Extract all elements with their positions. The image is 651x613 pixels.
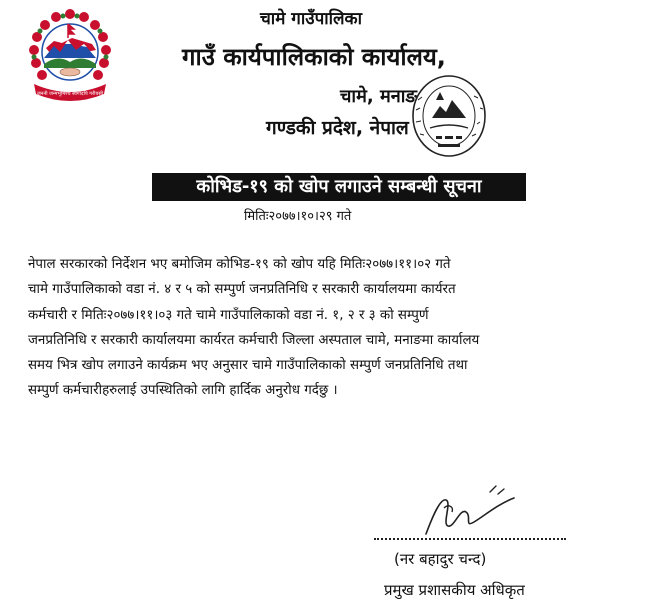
- notice-body-line: समय भित्र खोप लगाउने कार्यक्रम भए अनुसार चामे गाउँपालिकाको सम्पुर्ण जनप्रतिनिधि तथा: [28, 358, 468, 374]
- office-stamp-icon: [408, 70, 490, 162]
- signatory-name: (नर बहादुर चन्द): [394, 550, 487, 568]
- office-location: चामे, मनाङ: [340, 86, 417, 107]
- notice-body-line: कर्मचारी र मितिः२०७७।११।०३ गते चामे गाउँपालिकाको वडा नं. १, २ र ३ को सम्पुर्ण: [28, 307, 429, 323]
- signature-icon: [418, 478, 520, 540]
- notice-body-line: नेपाल सरकारको निर्देशन भए बमोजिम कोभिड-१९ को खोप यहि मितिः२०७७।११।०२ गते: [28, 257, 451, 272]
- notice-body-line: जनप्रतिनिधि र सरकारी कार्यालयमा कार्यरत कर्मचारी जिल्ला अस्पताल चामे, मनाङमा कार्यालय: [28, 332, 480, 348]
- signatory-title: प्रमुख प्रशासकीय अधिकृत: [384, 581, 525, 599]
- nepal-emblem-icon: [28, 8, 112, 104]
- signature-line: [374, 538, 566, 540]
- office-name: गाउँ कार्यपालिकाको कार्यालय,: [182, 43, 446, 71]
- province-name: गण्डकी प्रदेश, नेपाल: [266, 117, 409, 139]
- notice-body: [28, 252, 638, 404]
- notice-date: मितिः२०७७।१०।२९ गते: [244, 209, 352, 224]
- notice-body-line: चामे गाउँपालिकाको वडा नं. ४ र ५ को सम्पुर्ण जनप्रतिनिधि र सरकारी कार्यालयमा कार्यरत: [28, 282, 456, 298]
- notice-body-line: सम्पुर्ण कर्मचारीहरुलाई उपस्थितिको लागि हार्दिक अनुरोध गर्दछु ।: [28, 383, 338, 399]
- municipality-name: चामे गाउँपालिका: [260, 9, 363, 29]
- notice-title-banner: कोभिड-१९ को खोप लगाउने सम्बन्धी सूचना: [152, 173, 526, 201]
- svg-text:जननी जन्मभूमिश्च स्वर्गादपि गर: जननी जन्मभूमिश्च स्वर्गादपि गरीयसी: [36, 91, 104, 97]
